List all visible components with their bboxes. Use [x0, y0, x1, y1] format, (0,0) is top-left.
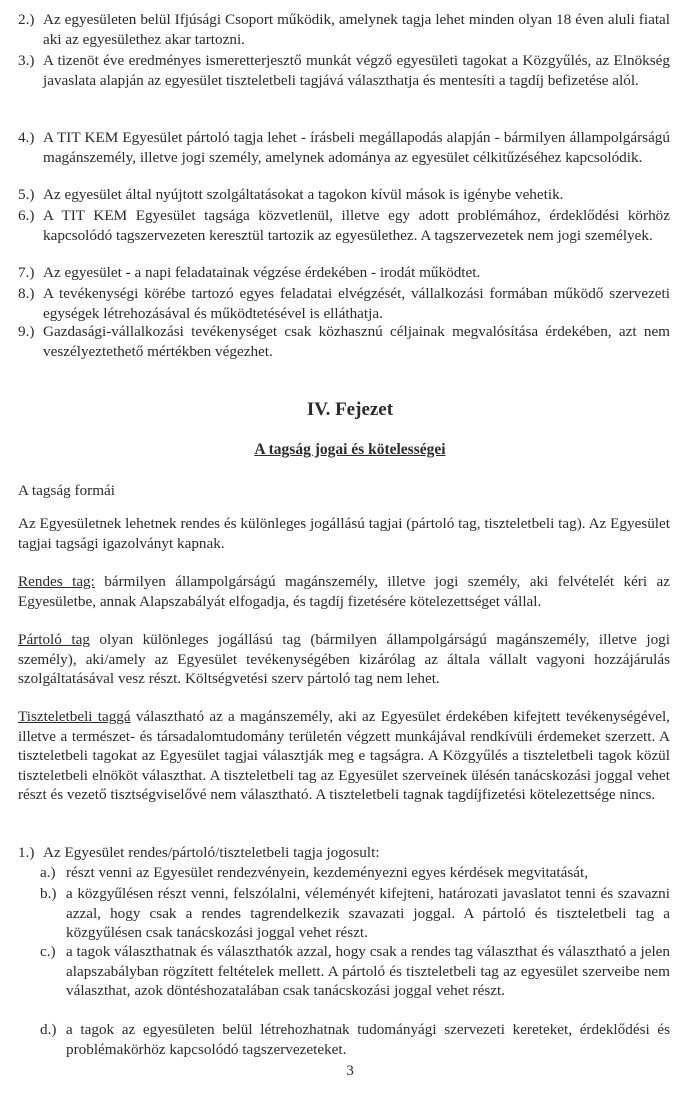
rights-sub-item [40, 863, 670, 883]
item-text: Az egyesület - a napi feladatainak végzése érdekében - irodát működtet. [43, 264, 481, 281]
item-text: Az egyesületen belül Ifjúsági Csoport működik, amelynek tagja lehet minden olyan 18 éven aluli fiatal aki az egyesülethez akar tartozni. [43, 11, 670, 48]
item-number: 9.) [18, 323, 35, 340]
list-item [18, 284, 670, 323]
definition-supporting-member [18, 630, 670, 689]
sub-item-text: a tagok választhatnak és választhatók azzal, hogy csak a rendes tag választhat és választható a jelen alapszabályban rögzített feltételek mellett. A pártoló és tiszteletbeli tag az egyesület szerveibe nem választhat, azok döntéshozatalában csak tanácskozási joggal vehet részt. [66, 943, 670, 999]
chapter-subtitle [0, 440, 700, 460]
list-item [18, 128, 670, 167]
item-text: Gazdasági-vállalkozási tevékenységet csak közhasznú céljainak megvalósítása érdekében, azt nem veszélyeztethető mértékben végezhet. [43, 323, 670, 360]
item-text: A tevékenységi körébe tartozó egyes feladatai elvégzését, vállalkozási formában működő szervezeti egységek létrehozásával és működtetésével is elláthatja. [43, 285, 670, 322]
list-item [18, 206, 670, 245]
rights-sub-item [40, 884, 670, 943]
item-number: 3.) [18, 52, 35, 69]
page-number: 3 [346, 1062, 354, 1079]
sub-item-text: a tagok az egyesületen belül létrehozhatnak tudományági szervezeti kereteket, érdeklődési és problémakörhöz kapcsolódó tagszervezeteket. [66, 1021, 670, 1058]
definition-regular-member [18, 572, 670, 611]
item-number: 4.) [18, 129, 35, 146]
rights-item [18, 843, 670, 863]
sub-item-letter: b.) [40, 885, 57, 902]
definition-honorary-member [18, 707, 670, 805]
sub-item-letter: d.) [40, 1021, 57, 1038]
item-number: 8.) [18, 285, 35, 302]
item-number: 2.) [18, 11, 35, 28]
list-item [18, 263, 670, 283]
section-label: A tagság formái [18, 482, 116, 499]
list-item [18, 322, 670, 361]
item-number: 5.) [18, 186, 35, 203]
item-text: Az egyesület által nyújtott szolgáltatásokat a tagokon kívül mások is igénybe vehetik. [43, 186, 564, 203]
list-item [18, 185, 670, 205]
sub-item-letter: c.) [40, 943, 56, 960]
intro-paragraph: Az Egyesületnek lehetnek rendes és különleges jogállású tagjai (pártoló tag, tiszteletbeli tag). Az Egyesület tagjai tagsági igazolványt kapnak. [18, 515, 670, 552]
item-text: A tizenöt éve eredményes ismeretterjesztő munkát végző egyesületi tagokat a Közgyűlés, az Elnökség javaslata alapján az egyesület tiszteletbeli tagjává választhatja és mentesíti a tagdíj befizetése alól. [43, 52, 670, 89]
definition-text: választható az a magánszemély, aki az Egyesület érdekében kifejtett tevékenységével, illetve a természet- és társadalomtudomány területén végzett munkájával rendkívüli érdemeket szerzett. A tiszteletbeli tagokat az Egyesület tagjai választják meg e tagságra. A Közgyűlés a tiszteletbeli tagok közül tiszteletbeli elnököt választhat. A tiszteletbeli tag az Egyesület szerveinek ülésén tanácskozási joggal vehet részt és vezető tisztségviselővé nem választható. A tiszteletbeli tagnak tagdíjfizetési kötelezettsége nincs. [18, 708, 670, 803]
item-text: A TIT KEM Egyesület pártoló tagja lehet - írásbeli megállapodás alapján - bármilyen állampolgárságú magánszemély, illetve jogi személy, amelynek adománya az egyesület célkitűzéséhez kapcsolódik. [43, 129, 670, 166]
rights-sub-item [40, 1020, 670, 1059]
item-number: 6.) [18, 207, 35, 224]
definition-term: Pártoló tag [18, 631, 90, 648]
item-number: 1.) [18, 844, 35, 861]
definition-term: Rendes tag: [18, 573, 95, 590]
definition-term: Tiszteletbeli taggá [18, 708, 131, 725]
item-text: Az Egyesület rendes/pártoló/tiszteletbeli tagja jogosult: [43, 844, 380, 861]
rights-sub-item [40, 942, 670, 1001]
list-item [18, 10, 670, 49]
item-text: A TIT KEM Egyesület tagsága közvetlenül, illetve egy adott problémához, érdeklődési körhöz kapcsolódó tagszervezeten keresztül tartozik az egyesülethez. A tagszervezetek nem jogi személyek. [43, 207, 670, 244]
item-number: 7.) [18, 264, 35, 281]
chapter-subtitle-text: A tagság jogai és kötelességei [254, 441, 446, 458]
sub-item-letter: a.) [40, 864, 56, 881]
definition-text: olyan különleges jogállású tag (bármilyen állampolgárságú magánszemély, illetve jogi személy), aki/amely az Egyesület tevékenységében kizárólag az általa vállalt vagyoni hozzájárulás szolgáltatásával vesz részt. Költségvetési szerv pártoló tag nem lehet. [18, 631, 670, 687]
sub-item-text: részt venni az Egyesület rendezvényein, kezdeményezni egyes kérdések megvitatását, [66, 864, 589, 881]
chapter-title: IV. Fejezet [306, 399, 394, 420]
sub-item-text: a közgyűlésen részt venni, felszólalni, véleményét kifejteni, határozati javaslatot tenni és szavazni azzal, hogy csak a rendes tagrendelkezik szavazati joggal. A pártoló és tiszteletbeli tag a közgyűlésen csak tanácskozási joggal vehet részt. [66, 885, 670, 941]
list-item [18, 51, 670, 90]
definition-text: bármilyen állampolgárságú magánszemély, illetve jogi személy, aki felvételét kéri az Egyesületbe, annak Alapszabályát elfogadja, és tagdíj fizetésére kötelezettséget vállal. [18, 573, 670, 610]
